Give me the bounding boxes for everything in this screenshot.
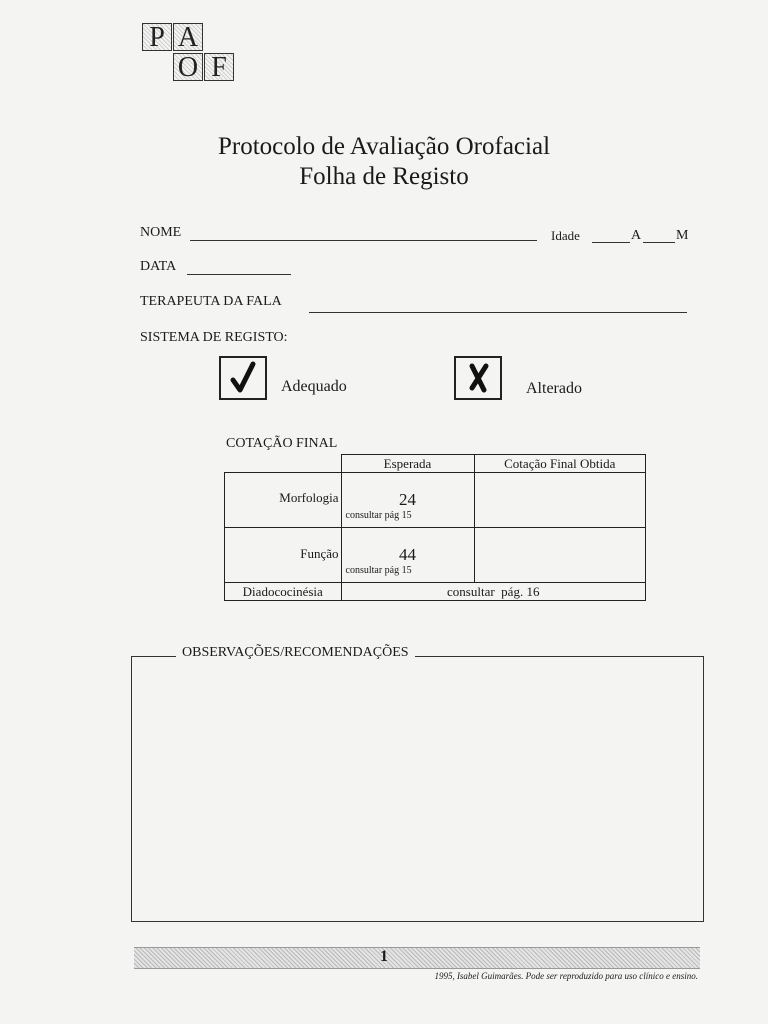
- cell-diadococinesia: consultar pág. 16: [341, 583, 646, 601]
- alterado-box: [454, 356, 502, 400]
- row-label-morfologia: Morfologia: [225, 473, 342, 528]
- col-cotacao-obtida: Cotação Final Obtida: [474, 455, 646, 473]
- sistema-registo-label: SISTEMA DE REGISTO:: [140, 330, 288, 345]
- data-field[interactable]: [187, 274, 291, 275]
- paof-logo: [142, 23, 236, 85]
- logo-letter-a: A: [173, 23, 203, 51]
- expected-value: 44: [399, 545, 416, 564]
- observations-box[interactable]: [131, 656, 704, 922]
- expected-value: 24: [399, 490, 416, 509]
- terapeuta-label: TERAPEUTA DA FALA: [140, 294, 282, 309]
- cross-icon: [456, 358, 500, 398]
- logo-letter-o: O: [173, 53, 203, 81]
- cotacao-final-title: COTAÇÃO FINAL: [226, 436, 338, 451]
- row-label-diadococinesia: Diadococinésia: [225, 583, 342, 601]
- page-number: 1: [380, 948, 388, 965]
- logo-letter-f: F: [204, 53, 234, 81]
- document-subtitle: Folha de Registo: [299, 163, 469, 190]
- logo-letter-p: P: [142, 23, 172, 51]
- observations-title: OBSERVAÇÕES/RECOMENDAÇÕES: [176, 645, 415, 661]
- document-title: Protocolo de Avaliação Orofacial: [217, 133, 551, 160]
- nome-field[interactable]: [190, 240, 537, 241]
- col-esperada: Esperada: [341, 455, 474, 473]
- expected-note: consultar pág 15: [345, 510, 412, 521]
- cell-obtida-funcao[interactable]: [474, 528, 646, 583]
- adequado-box: [219, 356, 267, 400]
- copyright-notice: 1995, Isabel Guimarães. Pode ser reproduzido para uso clínico e ensino.: [434, 971, 698, 981]
- alterado-label: Alterado: [526, 380, 582, 397]
- checkmark-icon: [221, 358, 265, 398]
- idade-meses-field[interactable]: [643, 242, 675, 243]
- score-table: [224, 454, 646, 601]
- idade-label: Idade: [551, 228, 580, 243]
- nome-label: NOME: [140, 225, 182, 240]
- row-label-funcao: Função: [225, 528, 342, 583]
- table-row: [225, 473, 646, 528]
- meses-label: M: [676, 228, 689, 243]
- cell-esperada-morfologia: [341, 473, 474, 528]
- data-label: DATA: [140, 259, 177, 274]
- expected-note: consultar pág 15: [345, 565, 412, 576]
- terapeuta-field[interactable]: [309, 312, 687, 313]
- anos-label: A: [631, 228, 642, 243]
- cell-esperada-funcao: [341, 528, 474, 583]
- table-header-row: [225, 455, 646, 473]
- idade-anos-field[interactable]: [592, 242, 630, 243]
- cell-obtida-morfologia[interactable]: [474, 473, 646, 528]
- adequado-label: Adequado: [281, 378, 347, 395]
- table-corner: [225, 455, 342, 473]
- table-row: [225, 583, 646, 601]
- table-row: [225, 528, 646, 583]
